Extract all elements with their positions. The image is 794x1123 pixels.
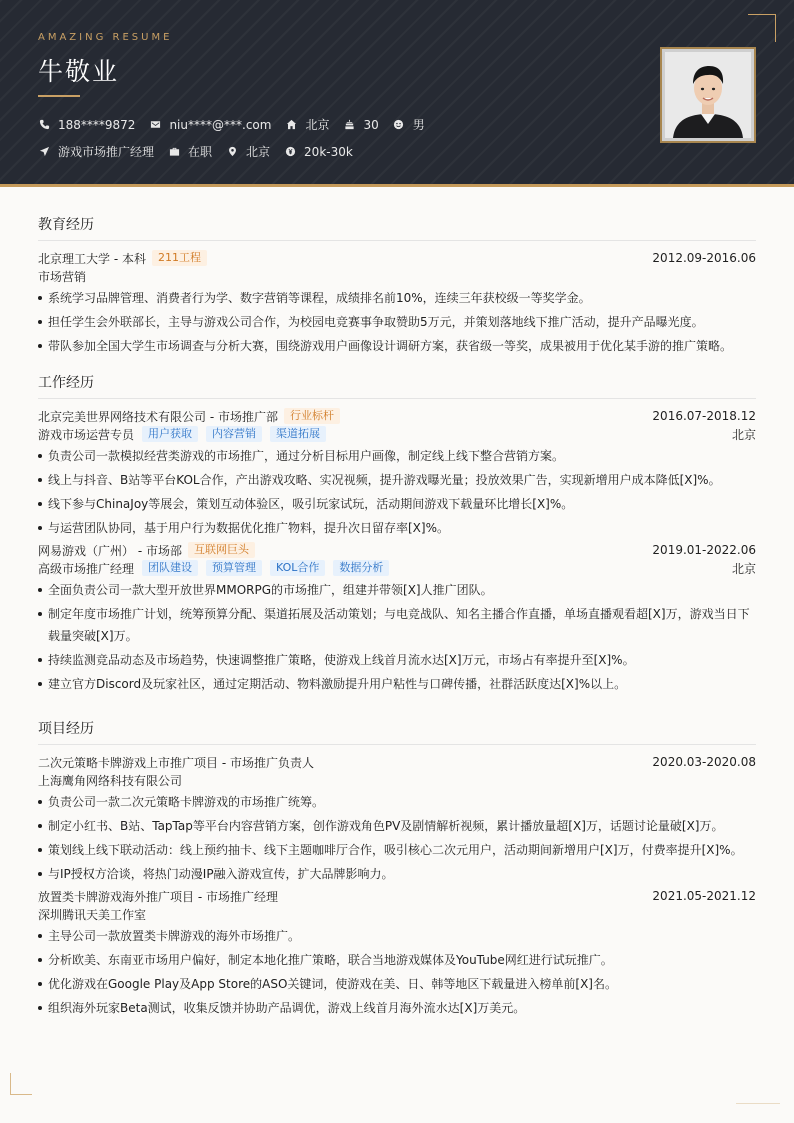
skill-tag: 内容营销 [206, 426, 262, 442]
project-entry-1 [38, 753, 756, 885]
city-item [285, 116, 329, 133]
email-text: niu****@***.com [169, 117, 272, 132]
education-date: 2012.09-2016.06 [652, 251, 756, 265]
skill-tag: 数据分析 [333, 560, 389, 576]
list-item: 主导公司一款放置类卡牌游戏的海外市场推广。 [38, 925, 756, 947]
skill-tag: 团队建设 [142, 560, 198, 576]
work-position-wrap [38, 426, 326, 443]
list-item: 担任学生会外联部长，主导与游戏公司合作，为校园电竞赛事争取赞助5万元，并策划落地线下推广活动，提升产品曝光度。 [38, 311, 756, 333]
education-major-row [38, 267, 756, 285]
work-entry-head [38, 407, 756, 425]
project-name: 放置类卡牌游戏海外推广项目 - 市场推广经理 [38, 889, 278, 904]
avatar-frame [660, 47, 756, 143]
target-job-text: 游戏市场推广经理 [58, 145, 155, 159]
work-position: 游戏市场运营专员 [38, 427, 135, 442]
education-school-wrap [38, 250, 207, 267]
list-item: 与运营团队协同，基于用户行为数据优化推广物料，提升次日留存率[X]%。 [38, 517, 756, 539]
corner-ornament-top-right [748, 14, 776, 42]
skill-tag: 预算管理 [206, 560, 262, 576]
name-underline [38, 95, 80, 97]
education-school: 北京理工大学 - 本科 [38, 251, 146, 266]
list-item: 策划线上线下联动活动：线上预约抽卡、线下主题咖啡厅合作，吸引核心二次元用户，活动期间新增用户[X]万，付费率提升[X]%。 [38, 839, 756, 861]
list-item: 负责公司一款二次元策略卡牌游戏的市场推广统筹。 [38, 791, 756, 813]
corner-ornament-bottom-left [10, 1073, 32, 1095]
work-location: 北京 [731, 427, 756, 442]
avatar-portrait-icon [665, 52, 751, 138]
brand-label: AMAZING RESUME [38, 32, 173, 43]
list-item: 组织海外玩家Beta测试，收集反馈并协助产品调优，游戏上线首月海外流水达[X]万美元。 [38, 997, 756, 1019]
education-bullets [38, 287, 756, 357]
work-date: 2016.07-2018.12 [652, 409, 756, 423]
list-item: 负责公司一款模拟经营类游戏的市场推广，通过分析目标用户画像，制定线上线下整合营销方案。 [38, 445, 756, 467]
education-major: 市场营销 [38, 269, 87, 284]
work-entry-2 [38, 541, 756, 695]
work-company-wrap [38, 542, 255, 559]
target-city-item [226, 143, 270, 160]
location-pin-icon [226, 146, 238, 158]
project-entry-head [38, 887, 756, 905]
list-item: 全面负责公司一款大型开放世界MMORPG的市场推广，组建并带领[X]人推广团队。 [38, 579, 756, 601]
work-bullets [38, 445, 756, 539]
phone-icon [38, 119, 50, 131]
salary-text: 20k-30k [304, 144, 353, 159]
target-city-text: 北京 [246, 145, 271, 159]
project-entry-head [38, 753, 756, 771]
coin-icon [284, 146, 296, 158]
resume-header [0, 0, 794, 184]
list-item: 持续监测竞品动态及市场趋势，快速调整推广策略，使游戏上线首月流水达[X]万元，市场占有率提升至[X]%。 [38, 649, 756, 671]
briefcase-icon [168, 146, 180, 158]
email-item [149, 118, 271, 132]
skill-tag: KOL合作 [270, 560, 325, 576]
face-icon [393, 119, 405, 131]
status-item [168, 143, 212, 160]
project-company: 深圳腾讯天美工作室 [38, 907, 147, 922]
list-item: 分析欧美、东南亚市场用户偏好，制定本地化推广策略，联合当地游戏媒体及YouTube网红进行试玩推广。 [38, 949, 756, 971]
work-date: 2019.01-2022.06 [652, 543, 756, 557]
work-location: 北京 [731, 561, 756, 576]
list-item: 建立官方Discord及玩家社区，通过定期活动、物料激励提升用户粘性与口碑传播，社群活跃度达[X]%以上。 [38, 673, 756, 695]
work-position: 高级市场推广经理 [38, 561, 135, 576]
skill-tag: 渠道拓展 [270, 426, 326, 442]
candidate-name: 牛敬业 [38, 57, 120, 86]
work-section [38, 372, 756, 697]
education-section [38, 214, 756, 359]
work-tag: 互联网巨头 [188, 542, 255, 558]
skill-tag: 用户获取 [142, 426, 198, 442]
list-item: 线下参与ChinaJoy等展会，策划互动体验区，吸引玩家试玩，活动期间游戏下载量环比增长[X]%。 [38, 493, 756, 515]
phone-item [38, 118, 135, 132]
gender-text: 男 [412, 118, 425, 132]
work-company-wrap [38, 408, 340, 425]
project-entry-2 [38, 887, 756, 1019]
list-item: 线上与抖音、B站等平台KOL合作，产出游戏攻略、实况视频，提升游戏曝光量；投放效果广告，实现新增用户成本降低[X]%。 [38, 469, 756, 491]
salary-item [284, 145, 353, 159]
project-name: 二次元策略卡牌游戏上市推广项目 - 市场推广负责人 [38, 755, 314, 770]
gender-item [393, 116, 425, 133]
contact-row [38, 116, 439, 133]
work-tag: 行业标杆 [284, 408, 340, 424]
avatar [665, 52, 751, 138]
work-entry-head [38, 541, 756, 559]
list-item: 带队参加全国大学生市场调查与分析大赛，围绕游戏用户画像设计调研方案，获省级一等奖，成果被用于优化某手游的推广策略。 [38, 335, 756, 357]
project-date: 2020.03-2020.08 [652, 755, 756, 769]
project-bullets [38, 791, 756, 885]
list-item: 制定小红书、B站、TapTap等平台内容营销方案，创作游戏角色PV及剧情解析视频，累计播放量超[X]万，话题讨论量破[X]万。 [38, 815, 756, 837]
age-item [343, 118, 378, 132]
work-position-row [38, 425, 756, 443]
send-icon [38, 146, 50, 158]
list-item: 优化游戏在Google Play及App Store的ASO关键词，使游戏在美、日、韩等地区下载量进入榜单前[X]名。 [38, 973, 756, 995]
cake-icon [343, 119, 355, 131]
work-position-row [38, 559, 756, 577]
mail-icon [149, 119, 161, 131]
project-title: 项目经历 [38, 718, 756, 745]
status-text: 在职 [188, 145, 213, 159]
job-row [38, 143, 367, 160]
corner-ornament-bottom-right [736, 1103, 780, 1104]
age-text: 30 [363, 117, 379, 132]
target-job-item [38, 143, 154, 160]
education-title: 教育经历 [38, 214, 756, 241]
header-accent-line [0, 184, 794, 187]
project-bullets [38, 925, 756, 1019]
project-company-row [38, 905, 756, 923]
education-entry [38, 249, 756, 357]
work-company: 北京完美世界网络技术有限公司 - 市场推广部 [38, 409, 278, 424]
project-section [38, 718, 756, 1021]
phone-text: 188****9872 [58, 117, 136, 132]
list-item: 制定年度市场推广计划，统筹预算分配、渠道拓展及活动策划；与电竞战队、知名主播合作直播，单场直播观看超[X]万，游戏当日下载量突破[X]万。 [38, 603, 756, 647]
project-date: 2021.05-2021.12 [652, 889, 756, 903]
education-tag: 211工程 [152, 250, 207, 266]
work-title: 工作经历 [38, 372, 756, 399]
work-entry-1 [38, 407, 756, 539]
project-company: 上海鹰角网络科技有限公司 [38, 773, 183, 788]
work-bullets [38, 579, 756, 695]
home-icon [285, 119, 297, 131]
work-position-wrap [38, 560, 389, 577]
work-company: 网易游戏（广州） - 市场部 [38, 543, 182, 558]
list-item: 与IP授权方洽谈，将热门动漫IP融入游戏宣传，扩大品牌影响力。 [38, 863, 756, 885]
list-item: 系统学习品牌管理、消费者行为学、数字营销等课程，成绩排名前10%，连续三年获校级一等奖学金。 [38, 287, 756, 309]
city-text: 北京 [305, 118, 330, 132]
education-entry-head [38, 249, 756, 267]
project-company-row [38, 771, 756, 789]
